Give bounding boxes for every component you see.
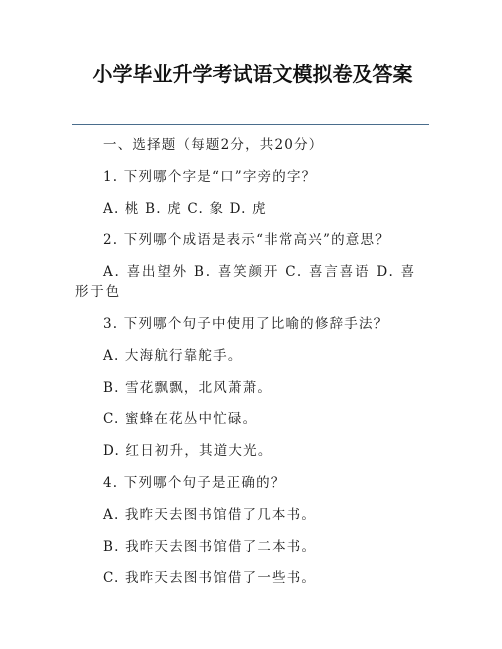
- question-4-option-a: A. 我昨天去图书馆借了几本书。: [103, 506, 317, 523]
- title-divider: [72, 124, 429, 125]
- question-3-option-d: D. 红日初升，其道大光。: [103, 443, 273, 460]
- question-1-options: A. 桃 B. 虎 C. 象 D. 虎: [103, 200, 267, 217]
- question-4: 4. 下列哪个句子是正确的？: [103, 474, 286, 491]
- question-4-option-c: C. 我昨天去图书馆借了一些书。: [103, 570, 317, 587]
- question-4-option-b: B. 我昨天去图书馆借了二本书。: [103, 538, 317, 555]
- question-3-option-a: A. 大海航行靠舵手。: [103, 347, 243, 364]
- question-3-option-b: B. 雪花飘飘，北风萧萧。: [103, 379, 273, 396]
- question-2-options: A. 喜出望外 B. 喜笑颜开 C. 喜言喜语 D. 喜形于色: [75, 264, 416, 301]
- document-body: [75, 135, 430, 600]
- document-title: 小学毕业升学考试语文模拟卷及答案: [92, 62, 413, 86]
- question-3-option-c: C. 蜜蜂在花丛中忙碌。: [103, 411, 258, 428]
- question-1: 1. 下列哪个字是“口”字旁的字？: [103, 168, 317, 185]
- question-2: 2. 下列哪个成语是表示“非常高兴”的意思？: [103, 232, 390, 249]
- section-heading: 一、选择题（每题2分，共20分）: [103, 137, 324, 153]
- question-3: 3. 下列哪个句子中使用了比喻的修辞手法？: [103, 315, 389, 332]
